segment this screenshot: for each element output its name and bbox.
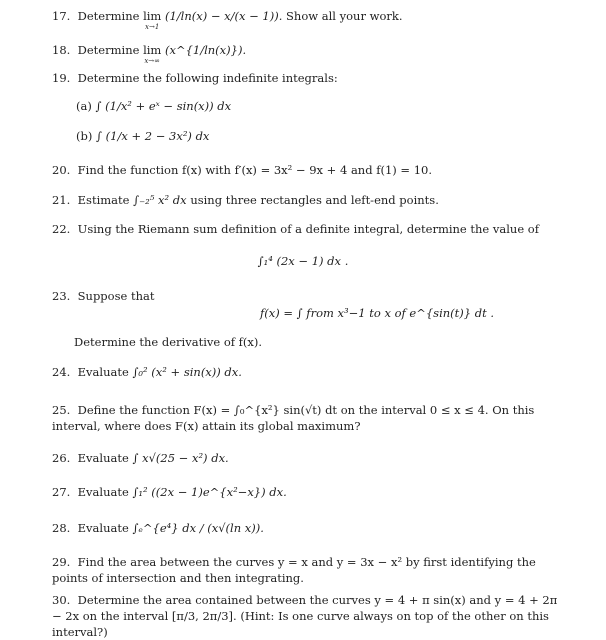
problem-26: 26. Evaluate ∫ x√(25 − x²) dx. <box>52 451 229 465</box>
problem-24: 24. Evaluate ∫₀² (x² + sin(x)) dx. <box>52 365 242 379</box>
problem-28: 28. Evaluate ∫ₑ^{e⁴} dx / (x√(ln x)). <box>52 521 264 535</box>
problem-25: 25. Define the function F(x) = ∫₀^{x²} sin(√t) dt on the interval 0 ≤ x ≤ 4. On this interval, where does F(x) attain its global maximum? <box>52 403 535 433</box>
problem-22: 22. Using the Riemann sum definition of a definite integral, determine the value of <box>52 222 539 236</box>
problem-19: 19. Determine the following indefinite integrals: <box>52 71 338 85</box>
problem-21: 21. Estimate ∫₋₂⁵ x² dx using three rectangles and left-end points. <box>52 193 439 207</box>
problem-30: 30. Determine the area contained between the curves y = 4 + π sin(x) and y = 4 + 2π − 2x on the interval [π/3, 2π/3]. (Hint: Is one curve always on top of the other on this interval?) <box>52 593 558 639</box>
problem-18: 18. Determine lim x→∞ (x^{1/ln(x)}). <box>52 43 247 65</box>
problem-23-follow: Determine the derivative of f(x). <box>74 335 263 349</box>
problem-23: 23. Suppose that <box>52 289 155 303</box>
problem-17: 17. Determine lim x→1 (1/ln(x) − x/(x − 1)). Show all your work. <box>52 9 403 31</box>
problem-19a: (a) ∫ (1/x² + eˣ − sin(x)) dx <box>76 99 232 113</box>
problem-19b: (b) ∫ (1/x + 2 − 3x²) dx <box>76 129 210 143</box>
problem-20: 20. Find the function f(x) with f′(x) = 3x² − 9x + 4 and f(1) = 10. <box>52 163 433 177</box>
problem-23-display: f(x) = ∫ from x³−1 to x of e^{sin(t)} dt . <box>260 306 495 320</box>
problem-27: 27. Evaluate ∫₁² ((2x − 1)e^{x²−x}) dx. <box>52 485 287 499</box>
problem-29: 29. Find the area between the curves y = x and y = 3x − x² by first identifying the points of intersection and then integrating. <box>52 555 536 585</box>
problem-22-display: ∫₁⁴ (2x − 1) dx . <box>257 254 349 268</box>
